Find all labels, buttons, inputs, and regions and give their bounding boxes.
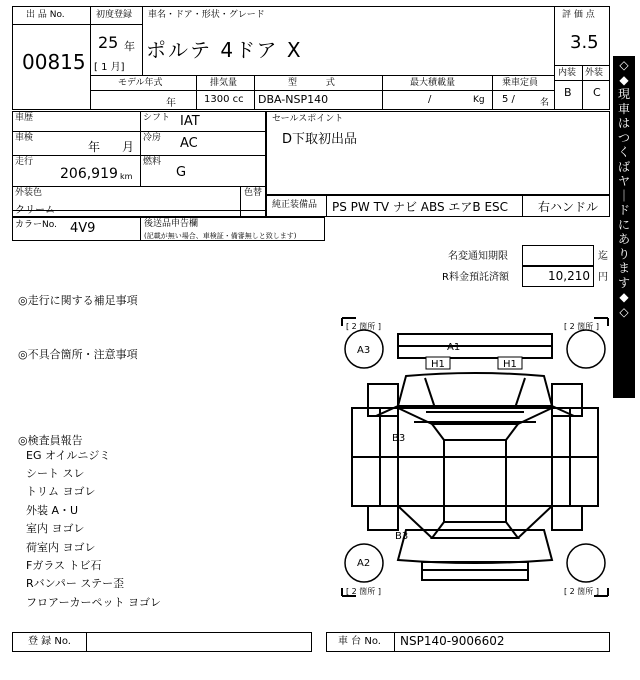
interior-grade: B xyxy=(564,86,572,99)
year-unit: 年 xyxy=(124,40,135,53)
car-damage-diagram xyxy=(340,316,610,598)
banner-char: す xyxy=(617,275,630,290)
max-load: / xyxy=(428,94,432,105)
recycle-label: R料金預託済額 xyxy=(442,272,509,283)
ext-color-label: 外装色 xyxy=(15,188,43,198)
banner-char: は xyxy=(617,116,630,130)
banner-char: ば xyxy=(617,159,630,174)
svg-text:A1: A1 xyxy=(447,342,461,353)
banner-char: ◆ xyxy=(619,290,629,304)
reg-no-label: 登 録 No. xyxy=(28,636,71,647)
mileage: 206,919 xyxy=(60,166,118,182)
car-name: ポルテ 4ドア X xyxy=(146,38,303,62)
color-no: 4V9 xyxy=(70,221,96,236)
svg-text:[ 2 箇所 ]: [ 2 箇所 ] xyxy=(564,322,599,331)
banner-char: つ xyxy=(617,130,630,145)
lot-no: 00815 xyxy=(22,50,86,74)
inspector-item: フロアーカーペット ヨゴレ xyxy=(26,596,161,609)
banner-char: り xyxy=(617,246,630,261)
recycle-value: 10,210 xyxy=(548,269,590,283)
interior-label: 内装 xyxy=(558,68,577,78)
inspector-item: シート スレ xyxy=(26,467,85,480)
svg-text:H1: H1 xyxy=(503,359,517,370)
chassis-label: 車 台 No. xyxy=(338,636,381,647)
svg-text:A3: A3 xyxy=(357,345,371,356)
inspection-label: 車検 xyxy=(15,133,34,143)
name-change-unit: 迄 xyxy=(598,251,608,262)
recycle-unit: 円 xyxy=(598,272,608,283)
svg-text:B3: B3 xyxy=(395,531,409,542)
side-banner xyxy=(613,56,635,398)
exterior-grade: C xyxy=(593,86,601,99)
color-change-label: 色替 xyxy=(244,188,263,198)
inspection-year: 年 xyxy=(88,140,101,154)
banner-char: ド xyxy=(617,203,630,217)
car-name-label: 車名・ドア・形状・グレード xyxy=(148,10,265,20)
banner-char: ◇ xyxy=(619,58,629,72)
banner-char: ｜ xyxy=(617,188,630,203)
banner-char: に xyxy=(617,217,630,232)
history-label: 車歴 xyxy=(15,113,34,123)
defects-label: ◎不具合箇所・注意事項 xyxy=(18,348,138,361)
first-reg-year: 25 xyxy=(98,33,119,52)
fuel: G xyxy=(176,165,187,180)
options: PS PW TV ナビ ABS エアB ESC xyxy=(332,200,509,214)
ext-color: クリーム xyxy=(15,205,55,216)
displacement-label: 排気量 xyxy=(210,78,238,88)
aftermarket-note: (記載が無い場合、車検証・備審無しと致します) xyxy=(144,232,297,240)
type-label: 型 式 xyxy=(288,78,335,88)
banner-char: ま xyxy=(617,261,630,275)
max-load-label: 最大積載量 xyxy=(410,78,456,88)
banner-char: ◆ xyxy=(619,72,629,87)
inspector-item: 室内 ヨゴレ xyxy=(26,522,85,535)
inspector-item: トリム ヨゴレ xyxy=(26,485,96,498)
lot-no-label: 出 品 No. xyxy=(26,10,65,20)
svg-text:B3: B3 xyxy=(392,433,406,444)
banner-char: あ xyxy=(617,232,630,246)
banner-char: 車 xyxy=(617,101,630,116)
banner-char: ◇ xyxy=(619,304,629,319)
svg-text:[ 2 箇所 ]: [ 2 箇所 ] xyxy=(564,587,599,596)
svg-text:[ 2 箇所 ]: [ 2 箇所 ] xyxy=(346,587,381,596)
score-label: 評 価 点 xyxy=(562,10,595,20)
shift-label: シフト xyxy=(143,113,171,123)
inspector-item: EG オイルニジミ xyxy=(26,449,111,462)
mileage-label: 走行 xyxy=(15,157,34,167)
inspection-month: 月 xyxy=(122,140,135,154)
inspector-item: Fガラス トビ石 xyxy=(26,559,102,572)
mileage-unit: km xyxy=(120,172,133,181)
capacity-label: 乗車定員 xyxy=(502,78,539,88)
banner-char: ヤ xyxy=(617,174,630,188)
aftermarket-label: 後送品申告欄 xyxy=(144,219,199,229)
exterior-label: 外装 xyxy=(585,68,604,78)
type: DBA-NSP140 xyxy=(258,93,329,106)
capacity: 5 / xyxy=(502,94,515,105)
inspector-item: 外装 A・U xyxy=(26,504,79,517)
shift: IAT xyxy=(180,114,200,129)
name-change-label: 名変通知期限 xyxy=(448,251,508,262)
banner-char: 現 xyxy=(617,87,630,101)
model-year-unit: 年 xyxy=(166,98,176,109)
max-load-unit: Kg xyxy=(473,95,485,105)
capacity-unit: 名 xyxy=(540,98,550,108)
inspector-item: Rバンパー ステー歪 xyxy=(26,577,125,590)
first-reg-label: 初度登録 xyxy=(96,10,133,20)
model-year-label: モデル年式 xyxy=(118,78,163,88)
svg-text:H1: H1 xyxy=(431,359,445,370)
steering: 右ハンドル xyxy=(538,200,599,214)
driving-notes-label: ◎走行に関する補足事項 xyxy=(18,294,138,307)
displacement: 1300 cc xyxy=(204,94,244,105)
options-label: 純正装備品 xyxy=(272,200,318,210)
fuel-label: 燃料 xyxy=(143,157,162,167)
chassis-no: NSP140-9006602 xyxy=(400,634,505,648)
score: 3.5 xyxy=(570,32,599,53)
sales-point-label: セールスポイント xyxy=(272,114,344,124)
inspector-item: 荷室内 ヨゴレ xyxy=(26,541,96,554)
svg-text:[ 2 箇所 ]: [ 2 箇所 ] xyxy=(346,322,381,331)
color-no-label: カラーNo. xyxy=(15,220,57,230)
inspector-label: ◎検査員報告 xyxy=(18,434,83,447)
first-reg-month: [ 1 月] xyxy=(94,62,125,73)
ac: AC xyxy=(180,136,198,151)
svg-text:A2: A2 xyxy=(357,558,371,569)
sales-point: D下取初出品 xyxy=(282,132,358,147)
ac-label: 冷房 xyxy=(143,133,162,143)
banner-char: く xyxy=(617,145,630,159)
name-change-field xyxy=(522,245,594,266)
